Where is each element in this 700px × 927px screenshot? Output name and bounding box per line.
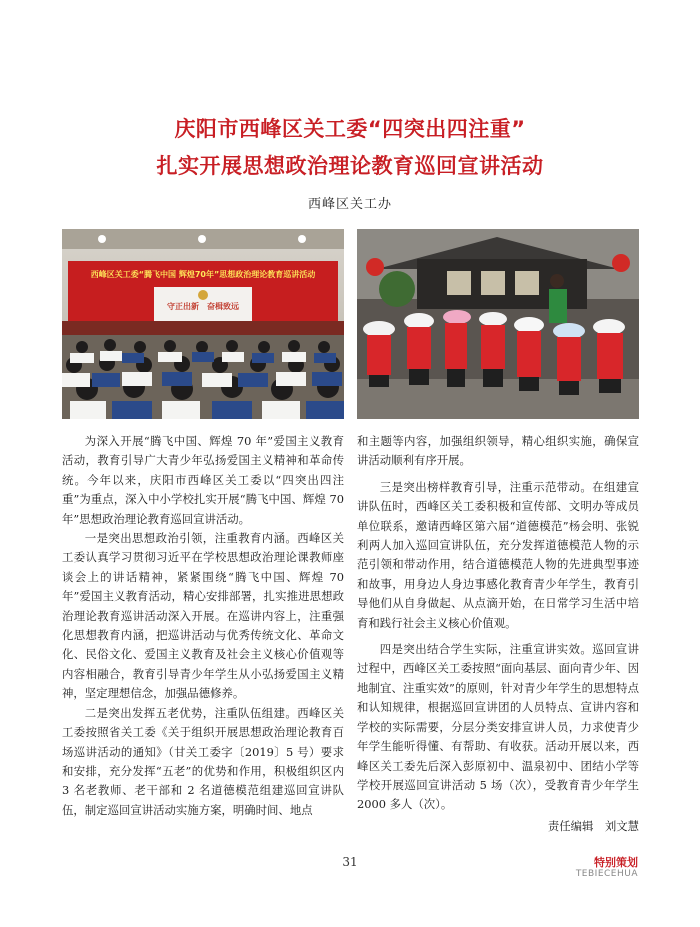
paragraph: 一是突出思想政治引领，注重教育内涵。西峰区关工委认真学习贯彻习近平在学校思想政治理论课教师座谈会上的讲话精神，紧紧围绕“腾飞中国、辉煌 70 年”爱国主义教育活动，精心安排部署，扎实推进思想政治理论教育巡讲活动深入开展。在巡讲内容上，注重强化思想教育内涵，把巡讲活动与优秀传统文化、革命文化、民俗文化、爱国主义教育及社会主义核心价值观等内容相融合，教育引导青少年学生从小弘扬爱国主义精神，坚定理想信念，加强品德修养。 [62, 531, 344, 701]
paragraph: 三是突出榜样教育引导，注重示范带动。在组建宣讲队伍时，西峰区关工委积极和宣传部、文明办等成员单位联系，邀请西峰区第六届“道德模范”杨会明、张锐利两人加入巡回宣讲队伍，充分发挥道德模范人物的示范引领和带动作用，结合道德模范人物的先进典型事迹和故事，用身边人身边事感化教育青少年学生，教育引导他们从自身做起、从点滴开始，在日常学习生活中培育和践行社会主义核心价值观。 [357, 479, 639, 630]
article-title-line2: 扎实开展思想政治理论教育巡回宣讲活动 [156, 154, 544, 178]
page-number: 31 [342, 855, 358, 869]
paragraph: 四是突出结合学生实际，注重宣讲实效。巡回宣讲过程中，西峰区关工委按照“面向基层、面向青少年、因地制宜、注重实效”的原则，针对青少年学生的思想特点和认知规律，根据巡回宣讲团的人员特点、宣讲内容和学校的实际需要，分层分类安排宣讲人员，力求使青少年学生能听得懂、有帮助、有收获。活动开展以来，西峰区关工委先后深入彭原初中、温泉初中、团结小学等学校开展巡回宣讲活动 5 场（次），受教育青少年学生 2000 多人（次）。 [357, 642, 639, 812]
photo-lecture-hall [62, 229, 344, 419]
article-author: 西峰区关工办 [307, 197, 392, 212]
paragraph: 二是突出发挥五老优势，注重队伍组建。西峰区关工委按照省关工委《关于组织开展思想政治理论教育百场巡讲活动的通知》（甘关工委字〔2019〕5 号）要求和安排，充分发挥“五老”的优势和作用，积极组织区内 3 名老教师、老干部和 2 名道德模范组建巡回宣讲队伍，制定巡回宣讲活动实施方案，明确时间、地点 [62, 705, 344, 817]
emblem-icon [198, 290, 208, 300]
text-column-left [62, 432, 344, 820]
banner-text: 西峰区关工委“腾飞中国 辉煌70年”思想政治理论教育巡讲活动 [90, 270, 316, 279]
text-column-right [357, 432, 639, 836]
editor-credit: 责任编辑 刘文慧 [547, 818, 639, 833]
paragraph: 为深入开展“腾飞中国、辉煌 70 年”爱国主义教育活动，教育引导广大青少年弘扬爱国主义精神和革命传统。今年以来，庆阳市西峰区关工委以“四突出四注重”为重点，深入中小学校扎实开展“腾飞中国、辉煌 70 年”思想政治理论教育巡回宣讲活动。 [62, 434, 344, 526]
photo-students-visit [357, 229, 639, 419]
article-title-line1: 庆阳市西峰区关工委“四突出四注重” [174, 117, 526, 141]
section-name-pinyin: TEBIECEHUA [575, 869, 638, 879]
paragraph-continued: 和主题等内容，加强组织领导，精心组织实施，确保宣讲活动顺利有序开展。 [357, 434, 639, 468]
screen-slogan: 守正出新 奋楫致远 [167, 302, 239, 311]
section-name: 特别策划 [594, 856, 638, 869]
